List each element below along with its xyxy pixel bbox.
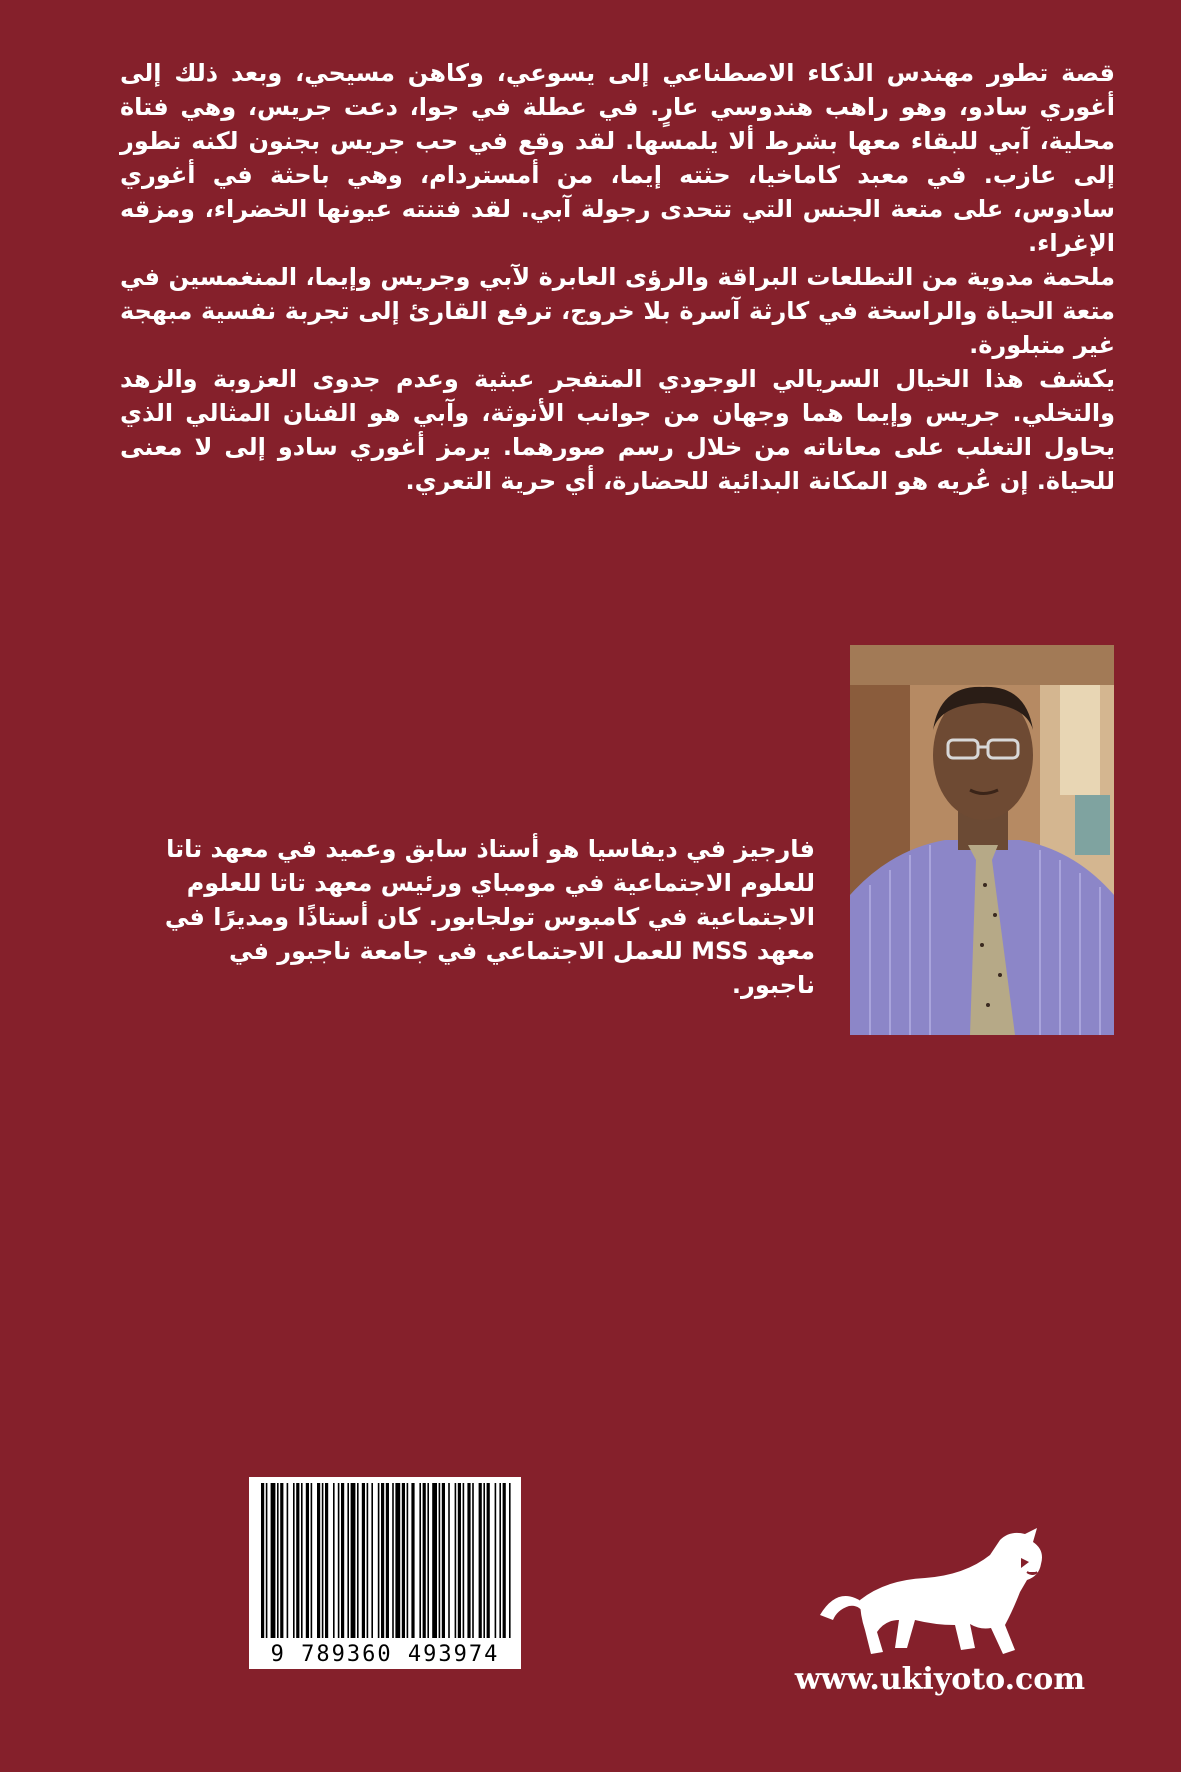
barcode-bar xyxy=(439,1483,441,1638)
barcode-bar xyxy=(371,1483,373,1638)
barcode-bar xyxy=(419,1483,421,1638)
barcode-bar xyxy=(325,1483,328,1638)
isbn-barcode xyxy=(249,1477,521,1669)
barcode-bar xyxy=(280,1483,283,1638)
barcode-bar xyxy=(448,1483,450,1638)
barcode-bar xyxy=(317,1483,320,1638)
barcode-bar xyxy=(386,1483,389,1638)
barcode-bar xyxy=(287,1483,289,1638)
barcode-bar xyxy=(487,1483,490,1638)
barcode-bar xyxy=(479,1483,482,1638)
barcode-bar xyxy=(351,1483,356,1638)
barcode-bar xyxy=(432,1483,437,1638)
isbn-number: 9 789360 493974 xyxy=(270,1642,500,1667)
barcode-bar xyxy=(266,1483,268,1638)
barcode-bar xyxy=(296,1483,299,1638)
blurb-paragraph-3: يكشف هذا الخيال السريالي الوجودي المتفجر عبثية وعدم جدوى العزوبة والزهد والتخلي. جريس وإيما هما وجهان من جوانب الأنوثة، وآبي هو الفنان المثالي الذي يحاول التغلب على معاناته من خلال رسم صورهما. يرمز أغوري سادو إلى لا معنى للحياة. إن عُريه هو المكانة البدائية للحضارة، أي حرية التعري. xyxy=(120,365,1115,495)
barcode-bar xyxy=(423,1483,426,1638)
barcode-bar xyxy=(311,1483,313,1638)
barcode-bar xyxy=(347,1483,349,1638)
barcode-bar xyxy=(261,1483,264,1638)
barcode-bar xyxy=(306,1483,309,1638)
barcode-bar xyxy=(407,1483,409,1638)
barcode-bar xyxy=(395,1483,400,1638)
barcode-bar xyxy=(357,1483,359,1638)
barcode-bar xyxy=(442,1483,445,1638)
barcode-bar xyxy=(392,1483,394,1638)
barcode-bar xyxy=(455,1483,457,1638)
barcode-bar xyxy=(301,1483,303,1638)
barcode-bar xyxy=(499,1483,501,1638)
barcode-bar xyxy=(378,1483,380,1638)
barcode-bar xyxy=(402,1483,405,1638)
back-cover-blurb xyxy=(120,56,1115,498)
barcode-bar xyxy=(411,1483,414,1638)
barcode-bar xyxy=(509,1483,511,1638)
barcode-bar xyxy=(333,1483,335,1638)
publisher-website: www.ukiyoto.com xyxy=(794,1662,1086,1697)
barcode-bar xyxy=(463,1483,465,1638)
barcode-bar xyxy=(367,1483,369,1638)
barcode-bar xyxy=(472,1483,474,1638)
barcode-bar xyxy=(458,1483,461,1638)
author-photo xyxy=(850,645,1114,1035)
barcode-bar xyxy=(362,1483,365,1638)
barcode-bar xyxy=(381,1483,384,1638)
author-bio: فارجيز في ديفاسيا هو أستاذ سابق وعميد في معهد تاتا للعلوم الاجتماعية في مومباي ورئيس معهد تاتا للعلوم الاجتماعية في كامبوس تولجابور. كان أستاذًا ومديرًا في معهد MSS للعمل الاجتماعي في جامعة ناجبور في ناجبور. xyxy=(164,835,815,999)
tiger-icon xyxy=(815,1520,1055,1670)
blurb-paragraph-2: ملحمة مدوية من التطلعات البراقة والرؤى العابرة لآبي وجريس وإيما، المنغمسين في متعة الحياة والراسخة في كارثة آسرة بلا خروج، ترفع القارئ إلى تجربة نفسية مبهجة غير متبلورة. xyxy=(120,263,1115,359)
barcode-bar xyxy=(277,1483,279,1638)
barcode-bar xyxy=(293,1483,295,1638)
barcode-bar xyxy=(322,1483,324,1638)
barcode-bar xyxy=(503,1483,506,1638)
barcode-bar xyxy=(271,1483,276,1638)
barcode-bar xyxy=(467,1483,470,1638)
blurb-paragraph-1: قصة تطور مهندس الذكاء الاصطناعي إلى يسوعي، وكاهن مسيحي، وبعد ذلك إلى أغوري سادو، وهو راهب هندوسي عارٍ. في عطلة في جوا، دعت جريس، وهي فتاة محلية، آبي للبقاء معها بشرط ألا يلمسها. لقد وقع في حب جريس بجنون لكنه تطور إلى عازب. في معبد كاماخيا، حثته إيما، من أمستردام، وهي باحثة في أغوري سادوس، على متعة الجنس التي تتحدى رجولة آبي. لقد فتنته عيونها الخضراء، ومزقه الإغراء. xyxy=(120,59,1115,257)
barcode-bar xyxy=(338,1483,340,1638)
barcode-bar xyxy=(427,1483,429,1638)
barcode-bar xyxy=(495,1483,497,1638)
barcode-bar xyxy=(341,1483,344,1638)
barcode-bar xyxy=(483,1483,485,1638)
